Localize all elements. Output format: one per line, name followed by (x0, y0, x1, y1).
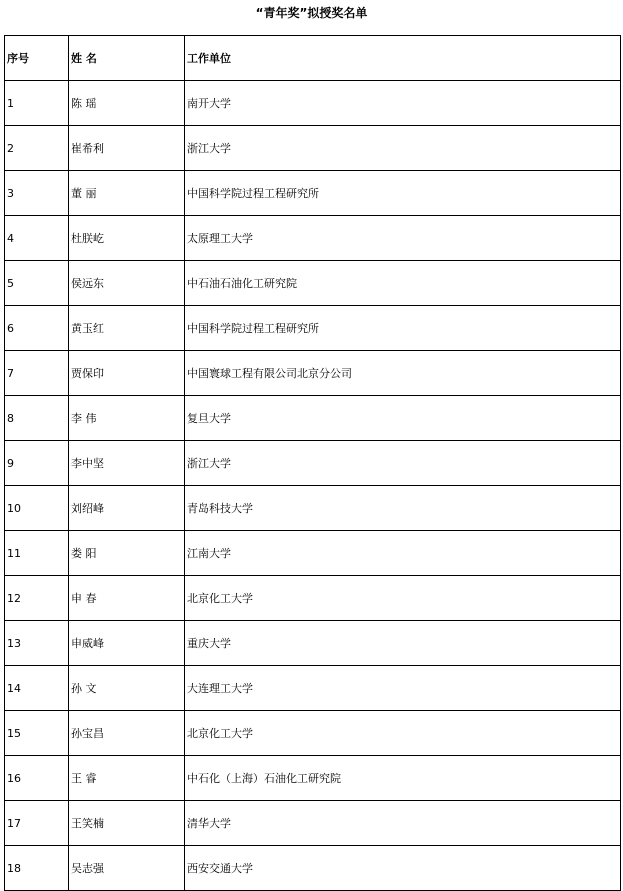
cell-seq: 15 (5, 711, 69, 756)
table-row (5, 216, 621, 261)
cell-seq: 12 (5, 576, 69, 621)
cell-seq: 3 (5, 171, 69, 216)
table-row (5, 396, 621, 441)
table-row (5, 261, 621, 306)
cell-name: 陈 瑶 (69, 81, 185, 126)
table-row (5, 126, 621, 171)
table-row (5, 486, 621, 531)
cell-org: 北京化工大学 (185, 576, 621, 621)
cell-org: 江南大学 (185, 531, 621, 576)
cell-org: 浙江大学 (185, 441, 621, 486)
cell-org: 清华大学 (185, 801, 621, 846)
cell-org: 中国科学院过程工程研究所 (185, 171, 621, 216)
cell-seq: 6 (5, 306, 69, 351)
header-name: 姓 名 (69, 36, 185, 81)
cell-name: 孙 文 (69, 666, 185, 711)
cell-seq: 7 (5, 351, 69, 396)
cell-name: 王 睿 (69, 756, 185, 801)
cell-name: 刘绍峰 (69, 486, 185, 531)
cell-name: 黄玉红 (69, 306, 185, 351)
cell-seq: 14 (5, 666, 69, 711)
cell-name: 贾保印 (69, 351, 185, 396)
cell-seq: 17 (5, 801, 69, 846)
table-row (5, 756, 621, 801)
cell-name: 董 丽 (69, 171, 185, 216)
table-row (5, 711, 621, 756)
cell-org: 浙江大学 (185, 126, 621, 171)
table-row (5, 666, 621, 711)
cell-org: 中石油石油化工研究院 (185, 261, 621, 306)
header-org: 工作单位 (185, 36, 621, 81)
table-row (5, 81, 621, 126)
table-row (5, 171, 621, 216)
table-row (5, 351, 621, 396)
table-row (5, 846, 621, 891)
cell-seq: 16 (5, 756, 69, 801)
table-row (5, 576, 621, 621)
table-row (5, 801, 621, 846)
cell-name: 王笑楠 (69, 801, 185, 846)
cell-org: 中国科学院过程工程研究所 (185, 306, 621, 351)
table-row (5, 306, 621, 351)
cell-seq: 11 (5, 531, 69, 576)
cell-org: 南开大学 (185, 81, 621, 126)
cell-name: 孙宝昌 (69, 711, 185, 756)
cell-seq: 13 (5, 621, 69, 666)
cell-name: 李中坚 (69, 441, 185, 486)
cell-org: 青岛科技大学 (185, 486, 621, 531)
cell-seq: 5 (5, 261, 69, 306)
page-title: “青年奖”拟授奖名单 (255, 6, 368, 20)
table-row (5, 621, 621, 666)
cell-name: 申威峰 (69, 621, 185, 666)
cell-org: 重庆大学 (185, 621, 621, 666)
cell-org: 大连理工大学 (185, 666, 621, 711)
cell-seq: 8 (5, 396, 69, 441)
cell-org: 复旦大学 (185, 396, 621, 441)
award-nominee-table (4, 35, 621, 891)
table-row (5, 441, 621, 486)
cell-org: 西安交通大学 (185, 846, 621, 891)
cell-org: 太原理工大学 (185, 216, 621, 261)
cell-name: 崔希利 (69, 126, 185, 171)
cell-name: 侯远东 (69, 261, 185, 306)
header-seq: 序号 (5, 36, 69, 81)
cell-name: 申 春 (69, 576, 185, 621)
cell-name: 杜朕屹 (69, 216, 185, 261)
cell-seq: 2 (5, 126, 69, 171)
table-header-row (5, 36, 621, 81)
cell-name: 娄 阳 (69, 531, 185, 576)
cell-org: 中石化（上海）石油化工研究院 (185, 756, 621, 801)
cell-name: 吴志强 (69, 846, 185, 891)
cell-seq: 10 (5, 486, 69, 531)
cell-seq: 18 (5, 846, 69, 891)
cell-org: 北京化工大学 (185, 711, 621, 756)
cell-name: 李 伟 (69, 396, 185, 441)
cell-seq: 9 (5, 441, 69, 486)
table-row (5, 531, 621, 576)
cell-seq: 1 (5, 81, 69, 126)
cell-org: 中国寰球工程有限公司北京分公司 (185, 351, 621, 396)
cell-seq: 4 (5, 216, 69, 261)
